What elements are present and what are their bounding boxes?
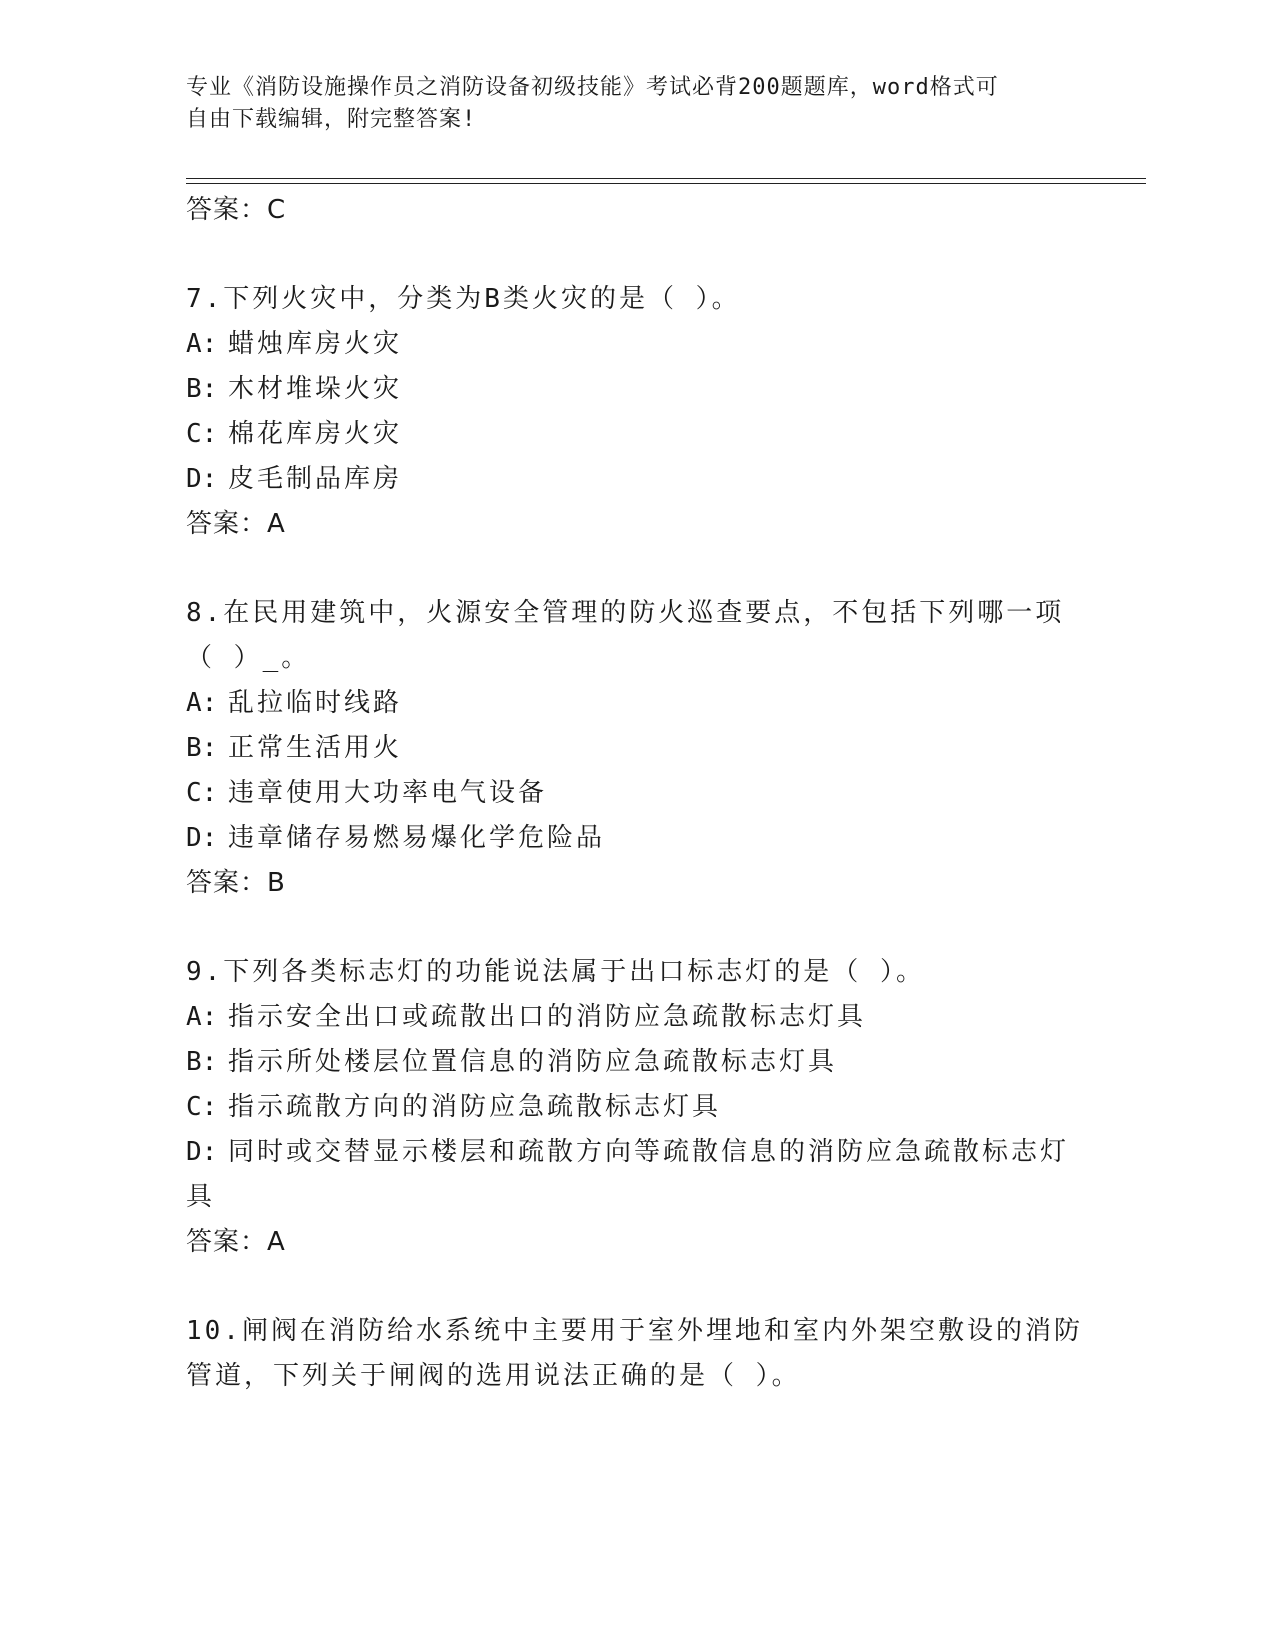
option-d — [186, 1130, 1086, 1175]
option-text: 乱拉临时线路 — [228, 688, 403, 718]
question-stem-continued: 管道，下列关于闸阀的选用说法正确的是（ ）。 — [186, 1361, 801, 1391]
header-rule-top — [186, 178, 1146, 179]
option-text: 违章储存易燃易爆化学危险品 — [228, 823, 606, 853]
option-text: 指示所处楼层位置信息的消防应急疏散标志灯具 — [228, 1047, 838, 1077]
option-label: C: — [186, 1092, 218, 1122]
option-label: B: — [186, 374, 218, 404]
question-8 — [186, 591, 1086, 906]
option-d — [186, 816, 1086, 861]
question-stem: 8.在民用建筑中，火源安全管理的防火巡查要点，不包括下列哪一项 — [186, 598, 1065, 628]
option-a — [186, 681, 1086, 726]
header-rule-bottom — [186, 183, 1146, 184]
option-b — [186, 1040, 1086, 1085]
question-stem: 7.下列火灾中，分类为B类火灾的是（ ）。 — [186, 284, 741, 314]
option-d — [186, 457, 1086, 502]
answer-line: 答案：A — [186, 1227, 286, 1257]
option-b — [186, 726, 1086, 771]
option-text: 棉花库房火灾 — [228, 419, 403, 449]
option-label: C: — [186, 778, 218, 808]
option-c — [186, 1085, 1086, 1130]
option-text: 皮毛制品库房 — [228, 464, 403, 494]
answer-line: 答案：B — [186, 868, 286, 898]
option-a — [186, 322, 1086, 367]
option-label: C: — [186, 419, 218, 449]
question-9 — [186, 950, 1086, 1265]
question-stem: 10.闸阀在消防给水系统中主要用于室外埋地和室内外架空敷设的消防 — [186, 1316, 1083, 1346]
option-text: 违章使用大功率电气设备 — [228, 778, 548, 808]
option-label: A: — [186, 329, 218, 359]
option-label: D: — [186, 823, 218, 853]
option-text: 正常生活用火 — [228, 733, 403, 763]
option-c — [186, 771, 1086, 816]
header-line-2: 自由下载编辑，附完整答案! — [186, 107, 477, 132]
answer-line: 答案：C — [186, 195, 287, 225]
option-label: D: — [186, 1137, 218, 1167]
option-text: 蜡烛库房火灾 — [228, 329, 403, 359]
option-b — [186, 367, 1086, 412]
option-a — [186, 995, 1086, 1040]
question-10 — [186, 1309, 1086, 1399]
question-stem: 9.下列各类标志灯的功能说法属于出口标志灯的是（ ）。 — [186, 957, 925, 987]
option-label: A: — [186, 1002, 218, 1032]
option-text: 指示疏散方向的消防应急疏散标志灯具 — [228, 1092, 722, 1122]
question-list — [186, 188, 1086, 1399]
option-label: A: — [186, 688, 218, 718]
header-line-1: 专业《消防设施操作员之消防设备初级技能》考试必背200题题库，word格式可 — [186, 75, 999, 100]
option-label: B: — [186, 733, 218, 763]
option-text: 指示安全出口或疏散出口的消防应急疏散标志灯具 — [228, 1002, 867, 1032]
option-d-continued: 具 — [186, 1182, 216, 1212]
option-c — [186, 412, 1086, 457]
option-text: 同时或交替显示楼层和疏散方向等疏散信息的消防应急疏散标志灯 — [228, 1137, 1070, 1167]
question-stem-continued: （ ）_。 — [186, 643, 311, 673]
answer-line: 答案：A — [186, 509, 286, 539]
document-header — [186, 72, 1066, 136]
option-label: D: — [186, 464, 218, 494]
option-text: 木材堆垛火灾 — [228, 374, 403, 404]
option-label: B: — [186, 1047, 218, 1077]
question-7 — [186, 277, 1086, 547]
